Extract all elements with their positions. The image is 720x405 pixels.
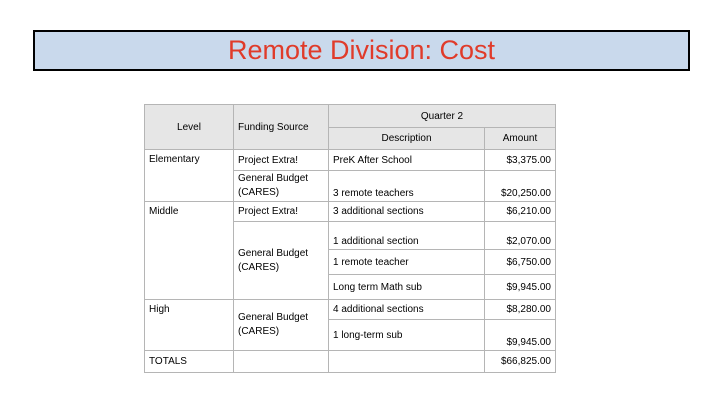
funding-cell: General Budget (CARES) [234,171,329,202]
description-cell: Long term Math sub [329,275,485,300]
table-row [145,300,556,320]
funding-cell: General Budget (CARES) [234,300,329,351]
amount-cell: $8,280.00 [485,300,556,320]
amount-cell: $3,375.00 [485,150,556,171]
totals-label: TOTALS [145,351,234,373]
header-description: Description [329,128,485,150]
header-amount: Amount [485,128,556,150]
table-row [145,150,556,171]
table-row [145,202,556,222]
description-cell [329,351,485,373]
level-high: High [145,300,234,351]
header-quarter: Quarter 2 [329,105,556,128]
cost-table [144,104,556,373]
description-cell: 3 remote teachers [329,171,485,202]
page-title: Remote Division: Cost [227,35,496,65]
funding-cell: General Budget (CARES) [234,222,329,300]
funding-cell: Project Extra! [234,202,329,222]
amount-cell: $6,750.00 [485,250,556,275]
amount-cell: $9,945.00 [485,275,556,300]
level-elementary: Elementary [145,150,234,202]
header-level: Level [145,105,234,150]
header-funding-source: Funding Source [234,105,329,150]
funding-cell: Project Extra! [234,150,329,171]
totals-row [145,351,556,373]
description-cell: PreK After School [329,150,485,171]
amount-cell: $6,210.00 [485,202,556,222]
level-middle: Middle [145,202,234,300]
description-cell: 1 long-term sub [329,320,485,351]
description-cell: 4 additional sections [329,300,485,320]
amount-cell: $2,070.00 [485,222,556,250]
total-amount: $66,825.00 [485,351,556,373]
description-cell: 3 additional sections [329,202,485,222]
amount-cell: $20,250.00 [485,171,556,202]
description-cell: 1 additional section [329,222,485,250]
funding-cell [234,351,329,373]
title-banner [33,30,690,71]
description-cell: 1 remote teacher [329,250,485,275]
amount-cell: $9,945.00 [485,320,556,351]
